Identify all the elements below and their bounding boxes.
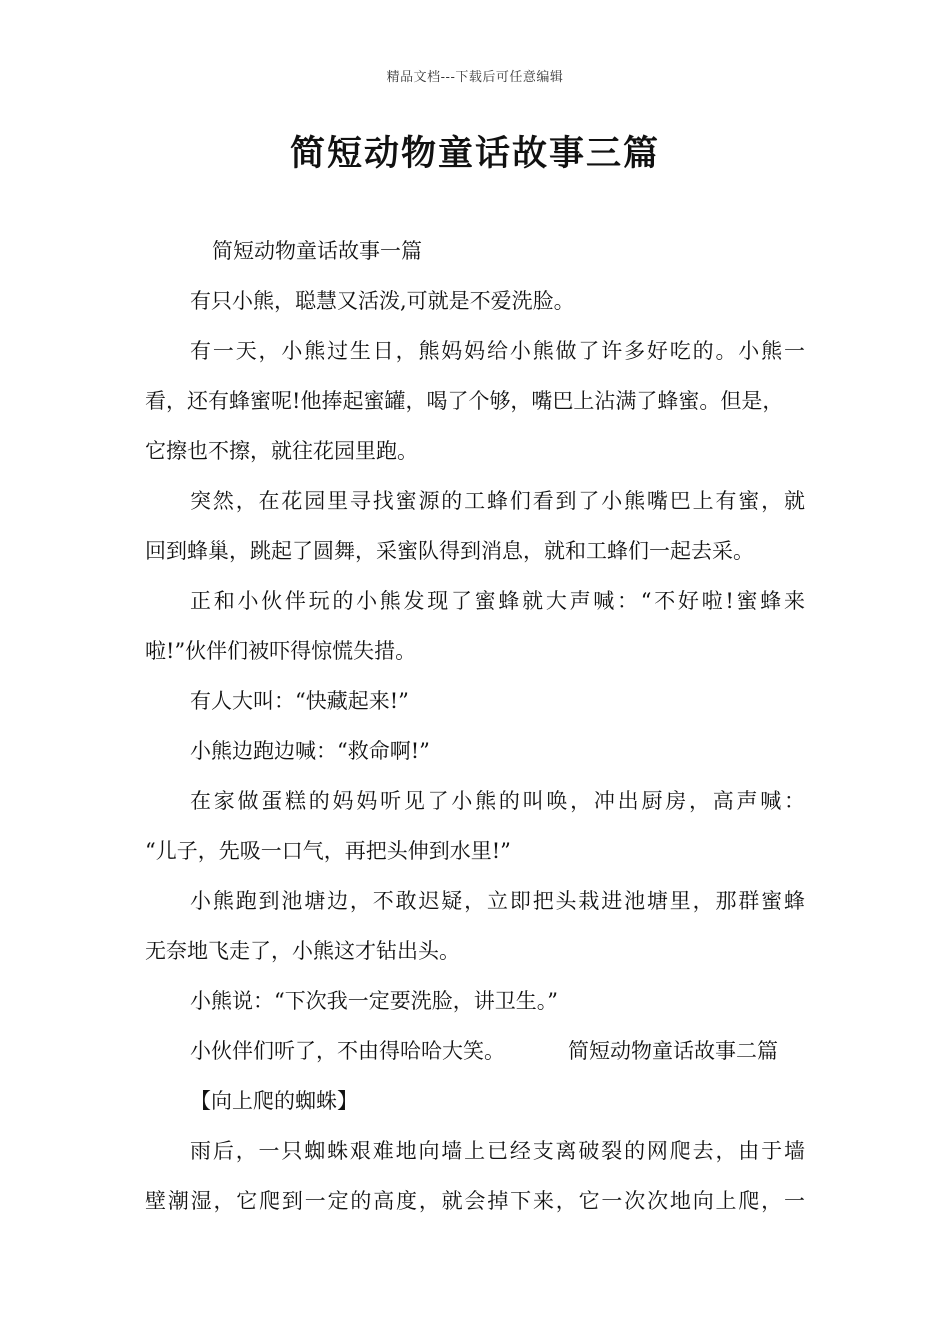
story-two-subtitle: 【向上爬的蜘蛛】 bbox=[190, 1089, 358, 1113]
story-one-heading: 简短动物童话故事一篇 bbox=[212, 239, 422, 263]
paragraph-line: 小伙伴们听了，不由得哈哈大笑。 bbox=[190, 1039, 505, 1063]
paragraph-line: 小熊边跑边喊：“救命啊!” bbox=[190, 739, 430, 763]
paragraph-line: 有人大叫：“快藏起来!” bbox=[190, 689, 409, 713]
document-title: 简短动物童话故事三篇 bbox=[289, 133, 660, 174]
paragraph-line: 壁潮湿，它爬到一定的高度，就会掉下来，它一次次地向上爬，一 bbox=[145, 1189, 805, 1213]
paragraph-line: 正和小伙伴玩的小熊发现了蜜蜂就大声喊：“不好啦!蜜蜂来 bbox=[190, 589, 805, 613]
paragraph-line: 小熊说：“下次我一定要洗脸，讲卫生。” bbox=[190, 989, 558, 1013]
paragraph-line: 突然，在花园里寻找蜜源的工蜂们看到了小熊嘴巴上有蜜，就 bbox=[190, 489, 805, 513]
paragraph-line: 无奈地飞走了，小熊这才钻出头。 bbox=[145, 939, 460, 963]
paragraph-line: 在家做蛋糕的妈妈听见了小熊的叫唤，冲出厨房，高声喊： bbox=[190, 789, 805, 813]
paragraph-line: “儿子，先吸一口气，再把头伸到水里!” bbox=[145, 839, 511, 863]
paragraph-line: 它擦也不擦，就往花园里跑。 bbox=[145, 439, 418, 463]
paragraph-line: 啦!”伙伴们被吓得惊慌失措。 bbox=[145, 639, 417, 663]
paragraph-line: 回到蜂巢，跳起了圆舞，采蜜队得到消息，就和工蜂们一起去采。 bbox=[145, 539, 754, 563]
paragraph-line: 看，还有蜂蜜呢!他捧起蜜罐，喝了个够，嘴巴上沾满了蜂蜜。但是， bbox=[145, 389, 784, 413]
story-two-heading: 简短动物童话故事二篇 bbox=[568, 1039, 778, 1063]
paragraph-line: 有只小熊，聪慧又活泼,可就是不爱洗脸。 bbox=[190, 289, 575, 313]
page-header: 精品文档---下载后可任意编辑 bbox=[386, 70, 564, 85]
paragraph-line: 小熊跑到池塘边，不敢迟疑，立即把头栽进池塘里，那群蜜蜂 bbox=[190, 889, 805, 913]
paragraph-line: 有一天，小熊过生日，熊妈妈给小熊做了许多好吃的。小熊一 bbox=[190, 339, 805, 363]
paragraph-line: 雨后，一只蜘蛛艰难地向墙上已经支离破裂的网爬去，由于墙 bbox=[190, 1139, 805, 1163]
